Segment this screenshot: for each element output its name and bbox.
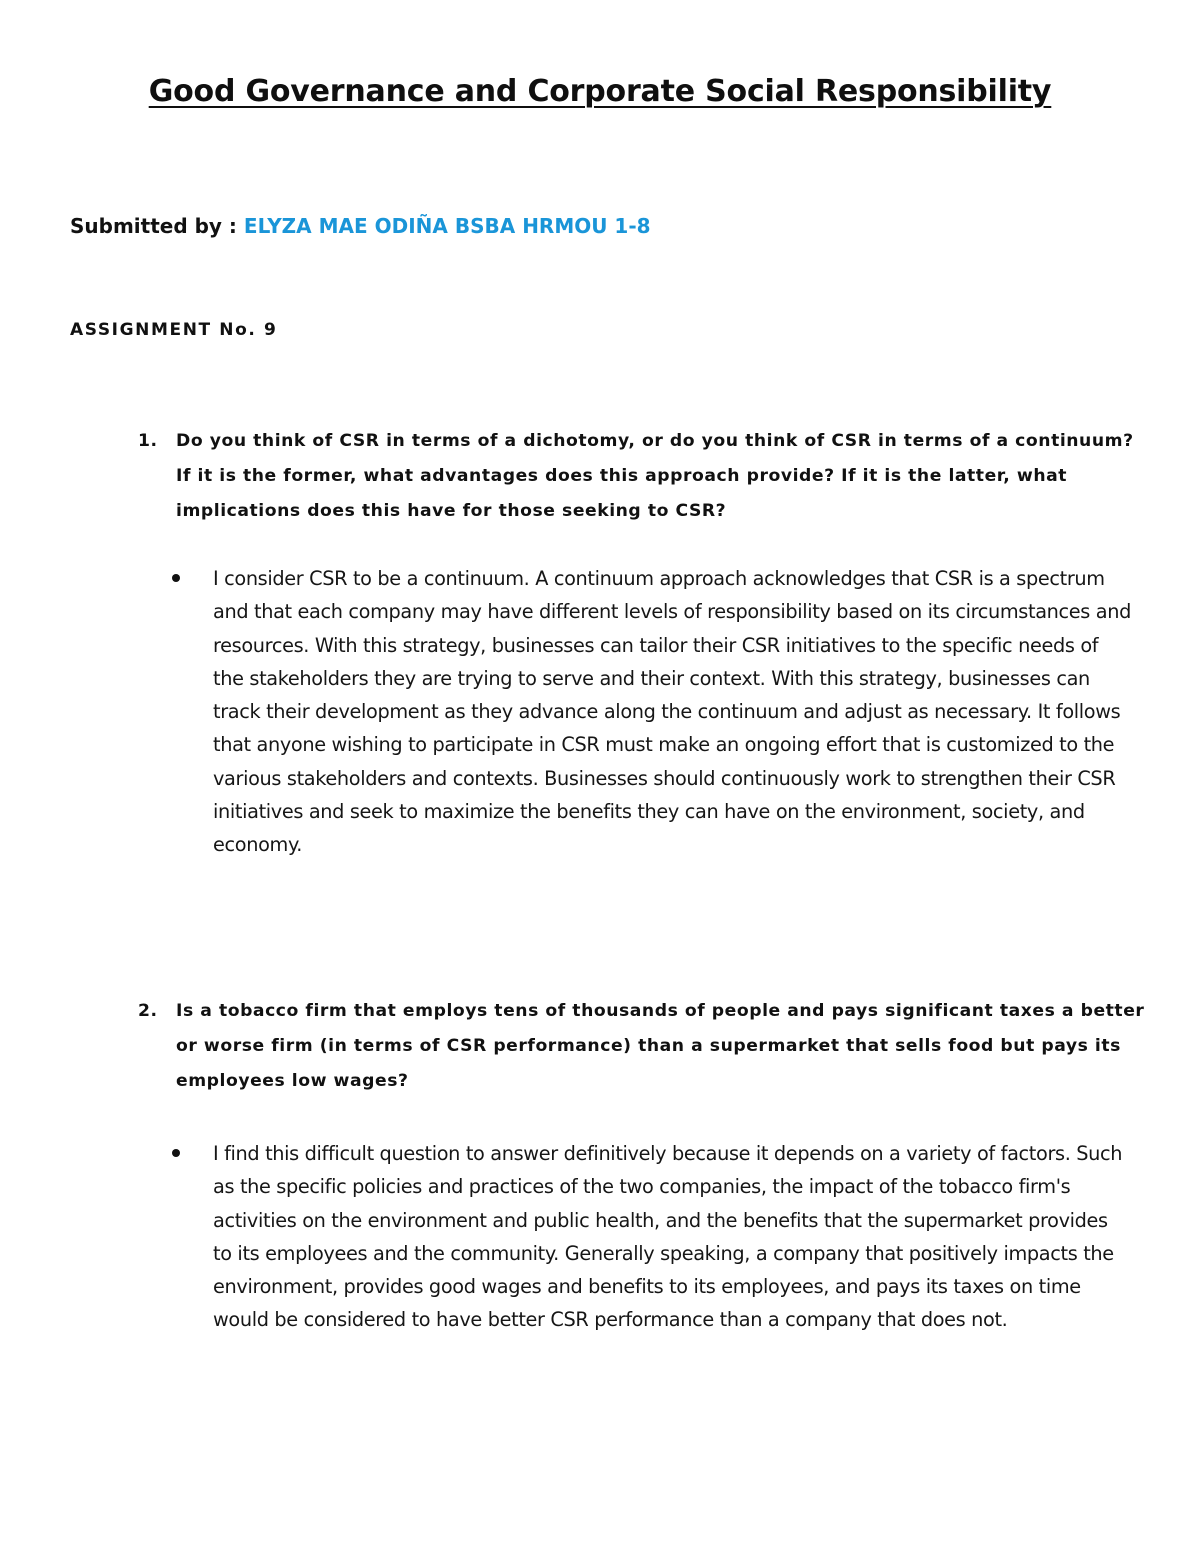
submitted-by-line <box>70 214 651 238</box>
question-2 <box>138 994 1148 1099</box>
question-number: 2. <box>138 1001 158 1021</box>
question-text: Do you think of CSR in terms of a dichotomy, or do you think of CSR in terms of a continuum? If it is the former, what advantages does this approach provide? If it is the latter, what implications does this have for those seeking to CSR? <box>176 431 1134 521</box>
answer-text: I consider CSR to be a continuum. A continuum approach acknowledges that CSR is a spectrum and that each company may have different levels of responsibility based on its circumstances and resources. With this strategy, businesses can tailor their CSR initiatives to the specific needs of the stakeholders they are trying to serve and their context. With this strategy, businesses can track their development as they advance along the continuum and adjust as necessary. It follows that anyone wishing to participate in CSR must make an ongoing effort that is customized to the various stakeholders and contexts. Businesses should continuously work to strengthen their CSR initiatives and seek to maximize the benefits they can have on the environment, society, and economy. <box>213 567 1131 857</box>
bullet-icon <box>172 1149 180 1157</box>
answer-1 <box>172 562 1132 862</box>
question-text: Is a tobacco firm that employs tens of thousands of people and pays significant taxes a better or worse firm (in terms of CSR performance) than a supermarket that sells food but pays its employees low wages? <box>176 1001 1145 1091</box>
question-1 <box>138 424 1148 529</box>
answer-2 <box>172 1137 1132 1337</box>
bullet-icon <box>172 574 180 582</box>
question-number: 1. <box>138 431 158 451</box>
document-title: Good Governance and Corporate Social Responsibility <box>148 74 1052 109</box>
answer-text: I find this difficult question to answer definitively because it depends on a variety of factors. Such as the specific policies and practices of the two companies, the impact of the tobacco firm's activities on the environment and public health, and the benefits that the supermarket provides to its employees and the community. Generally speaking, a company that positively impacts the environment, provides good wages and benefits to its employees, and pays its taxes on time would be considered to have better CSR performance than a company that does not. <box>213 1142 1123 1332</box>
submitted-by-label: Submitted by : <box>70 214 244 238</box>
assignment-number: ASSIGNMENT No. 9 <box>70 320 278 340</box>
author-name: ELYZA MAE ODIÑA BSBA HRMOU 1-8 <box>243 214 651 238</box>
